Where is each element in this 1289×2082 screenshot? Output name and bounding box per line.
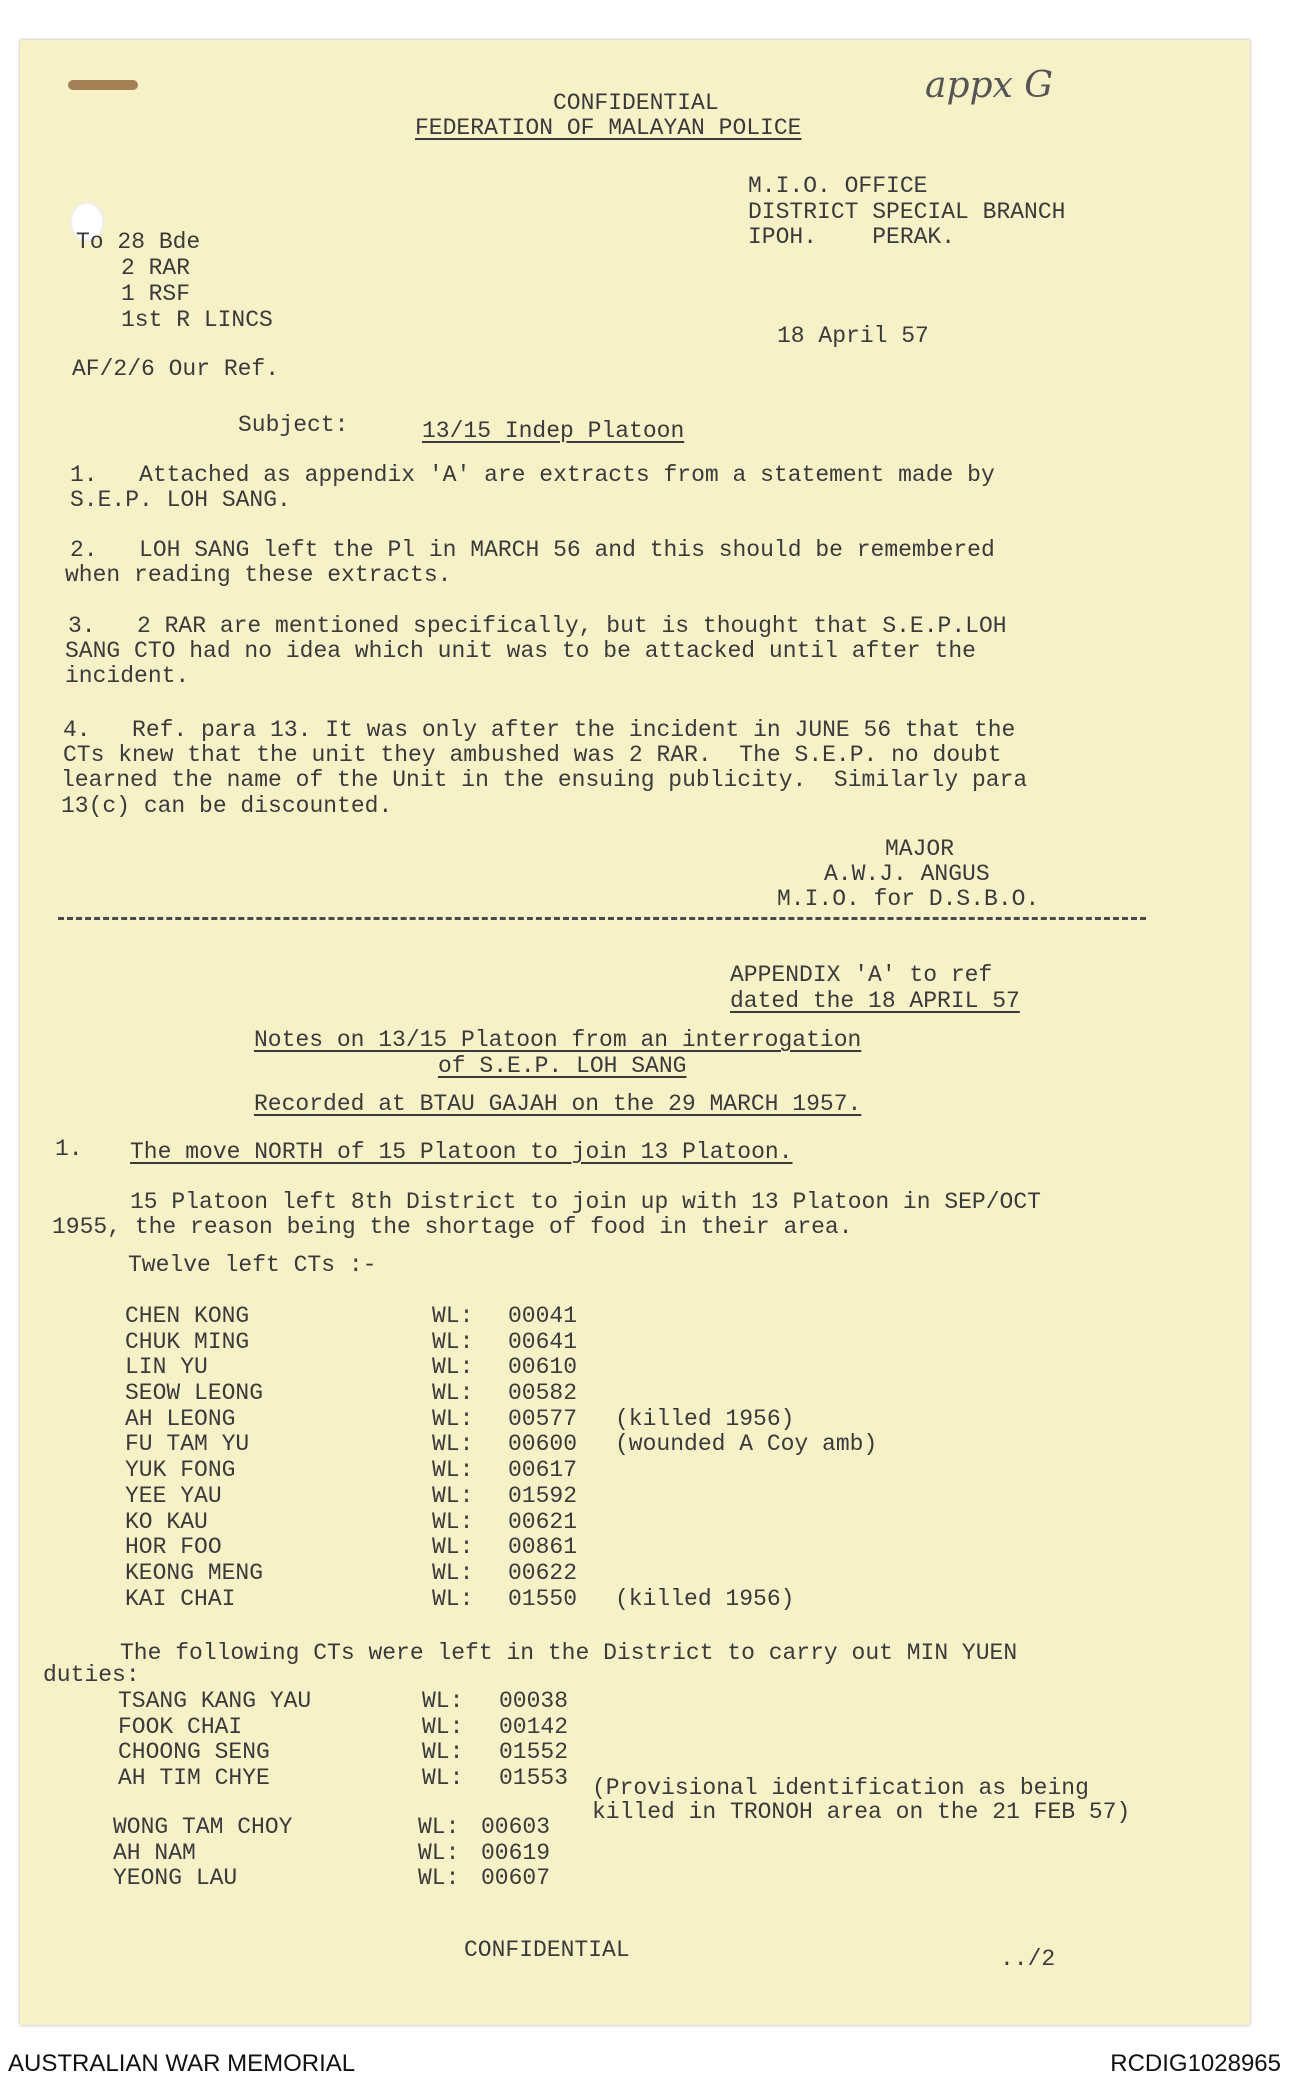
ct-wl-label: WL: <box>422 1713 464 1740</box>
ct-wl-number: 00600 <box>508 1431 578 1458</box>
ct-wl-number: 00142 <box>499 1713 569 1740</box>
paper-clip-mark <box>68 80 138 90</box>
section-divider <box>58 917 1146 920</box>
ct-wl-number: 00621 <box>508 1508 578 1535</box>
para-2-line-2: when reading these extracts. <box>65 562 452 588</box>
ct-wl-label: WL: <box>432 1303 474 1329</box>
list-item <box>125 1484 925 1510</box>
ct-wl-label: WL: <box>418 1839 460 1866</box>
appendix-line-1: APPENDIX 'A' to ref <box>730 962 993 988</box>
sender-line-2: DISTRICT SPECIAL BRANCH <box>748 199 1066 225</box>
ct-wl-number: 00610 <box>508 1354 578 1381</box>
appendix-title-line-2: of S.E.P. LOH SANG <box>438 1053 687 1079</box>
list-item <box>125 1330 925 1356</box>
para-3-line-1: 3. 2 RAR are mentioned specifically, but is thought that S.E.P.LOH <box>68 613 1007 639</box>
ct-name: YUK FONG <box>125 1457 236 1484</box>
ct-wl-label: WL: <box>432 1405 474 1432</box>
ct-wl-number: 00619 <box>481 1839 551 1866</box>
list-item <box>125 1587 925 1613</box>
para-4-line-4: 13(c) can be discounted. <box>61 793 393 819</box>
appendix-title-line-1: Notes on 13/15 Platoon from an interrogation <box>254 1027 862 1053</box>
classification-top: CONFIDENTIAL <box>553 90 719 116</box>
subject-text: 13/15 Indep Platoon <box>422 418 685 444</box>
list-item <box>118 1689 918 1715</box>
ct-name: AH TIM CHYE <box>118 1765 270 1792</box>
list-item <box>118 1740 918 1766</box>
footer-record-id: RCDIG1028965 <box>1110 2050 1281 2077</box>
ct-wl-label: WL: <box>432 1328 474 1355</box>
ct-wl-number: 00038 <box>499 1688 569 1714</box>
recipient-line-4: 1st R LINCS <box>121 307 273 333</box>
sender-line-1: M.I.O. OFFICE <box>748 173 928 199</box>
ct-name: LIN YU <box>125 1354 208 1381</box>
para-2-line-1: 2. LOH SANG left the Pl in MARCH 56 and this should be remembered <box>70 537 995 563</box>
list-item <box>125 1535 925 1561</box>
ct-name: YEONG LAU <box>113 1865 238 1892</box>
ct-wl-label: WL: <box>432 1354 474 1381</box>
ct-wl-label: WL: <box>432 1559 474 1586</box>
ct-name: CHOONG SENG <box>118 1739 270 1766</box>
signature-title: M.I.O. for D.S.B.O. <box>777 886 1040 912</box>
ct-wl-number: 01552 <box>499 1739 569 1766</box>
sender-line-3: IPOH. PERAK. <box>748 224 956 250</box>
ct-name: FU TAM YU <box>125 1431 250 1458</box>
page-continuation: ../2 <box>1000 1946 1056 1972</box>
para-3-line-2: SANG CTO had no idea which unit was to be attacked until after the <box>65 638 976 664</box>
ct-wl-label: WL: <box>432 1431 474 1458</box>
section-1-body-line-2: 1955, the reason being the shortage of food in their area. <box>52 1214 853 1240</box>
ct-name: AH LEONG <box>125 1405 236 1432</box>
ct-wl-label: WL: <box>422 1765 464 1792</box>
para-4-line-3: learned the name of the Unit in the ensuing publicity. Similarly para <box>61 767 1028 793</box>
ct-wl-number: 00041 <box>508 1303 578 1329</box>
section-1-body-line-1: 15 Platoon left 8th District to join up with 13 Platoon in SEP/OCT <box>130 1189 1041 1215</box>
ct-wl-label: WL: <box>432 1457 474 1484</box>
ct-wl-label: WL: <box>422 1739 464 1766</box>
ct-wl-label: WL: <box>432 1482 474 1509</box>
list-item <box>113 1815 813 1841</box>
ct-wl-number: 00582 <box>508 1380 578 1407</box>
ct-wl-label: WL: <box>432 1534 474 1561</box>
ct-name: KEONG MENG <box>125 1559 264 1586</box>
para-3-line-3: incident. <box>65 663 190 689</box>
list-item <box>125 1458 925 1484</box>
para-4-line-1: 4. Ref. para 13. It was only after the incident in JUNE 56 that the <box>63 717 1016 743</box>
ct-wl-label: WL: <box>418 1814 460 1840</box>
para-1-line-1: 1. Attached as appendix 'A' are extracts from a statement made by <box>70 462 995 488</box>
ct-wl-number: 00603 <box>481 1814 551 1840</box>
ct-wl-number: 00622 <box>508 1559 578 1586</box>
ct-wl-number: 00641 <box>508 1328 578 1355</box>
ct-name: FOOK CHAI <box>118 1713 243 1740</box>
list-item <box>125 1432 925 1458</box>
list-item <box>125 1355 925 1381</box>
list-item <box>113 1866 813 1892</box>
ct-name: AH NAM <box>113 1839 196 1866</box>
ct-wl-number: 01592 <box>508 1482 578 1509</box>
footer-archive-name: AUSTRALIAN WAR MEMORIAL <box>8 2050 356 2077</box>
org-title: FEDERATION OF MALAYAN POLICE <box>415 115 802 141</box>
subject-label: Subject: <box>238 412 349 438</box>
ct-name: WONG TAM CHOY <box>113 1814 293 1840</box>
para-4-line-2: CTs knew that the unit they ambushed was 2 RAR. The S.E.P. no doubt <box>63 742 1002 768</box>
ct-wl-label: WL: <box>418 1865 460 1892</box>
list-item <box>125 1510 925 1536</box>
ct-wl-label: WL: <box>432 1508 474 1535</box>
ct-wl-label: WL: <box>422 1688 464 1714</box>
other-cts-list <box>113 1815 813 1892</box>
handwritten-note: appx G <box>925 65 1054 106</box>
appendix-line-2: dated the 18 APRIL 57 <box>730 988 1020 1014</box>
twelve-left-label: Twelve left CTs :- <box>128 1252 377 1278</box>
ct-wl-number: 00861 <box>508 1534 578 1561</box>
list-item <box>113 1841 813 1867</box>
provisional-line-1: (Provisional identification as being <box>592 1775 1089 1801</box>
ct-name: CHUK MING <box>125 1328 250 1355</box>
list-item <box>125 1304 925 1330</box>
ct-name: KO KAU <box>125 1508 208 1535</box>
ct-name: TSANG KANG YAU <box>118 1688 312 1714</box>
signature-rank: MAJOR <box>885 836 955 862</box>
ct-note: (killed 1956) <box>615 1585 795 1612</box>
list-item <box>125 1561 925 1587</box>
ct-wl-number: 00617 <box>508 1457 578 1484</box>
ct-name: HOR FOO <box>125 1534 222 1561</box>
para-1-line-2: S.E.P. LOH SANG. <box>70 487 291 513</box>
ct-note: (killed 1956) <box>615 1405 795 1432</box>
following-line-1: The following CTs were left in the District to carry out MIN YUEN <box>120 1640 1018 1666</box>
ct-name: SEOW LEONG <box>125 1380 264 1407</box>
ct-name: KAI CHAI <box>125 1585 236 1612</box>
ct-wl-number: 01550 <box>508 1585 578 1612</box>
ct-wl-label: WL: <box>432 1380 474 1407</box>
recipient-line-2: 2 RAR <box>121 255 191 281</box>
recipient-line-1: To 28 Bde <box>76 229 201 255</box>
list-item <box>118 1715 918 1741</box>
left-cts-list <box>125 1304 925 1612</box>
ct-wl-number: 00607 <box>481 1865 551 1892</box>
our-reference: AF/2/6 Our Ref. <box>72 356 280 382</box>
list-item <box>125 1381 925 1407</box>
ct-name: YEE YAU <box>125 1482 222 1509</box>
list-item <box>125 1407 925 1433</box>
following-line-2: duties: <box>43 1662 140 1688</box>
section-1-number: 1. <box>55 1136 83 1162</box>
ct-wl-number: 01553 <box>499 1765 569 1792</box>
classification-bottom: CONFIDENTIAL <box>464 1937 630 1963</box>
ct-note: (wounded A Coy amb) <box>615 1431 878 1458</box>
recipient-line-3: 1 RSF <box>121 281 191 307</box>
signature-name: A.W.J. ANGUS <box>824 861 990 887</box>
ct-wl-label: WL: <box>432 1585 474 1612</box>
ct-wl-number: 00577 <box>508 1405 578 1432</box>
provisional-line-2: killed in TRONOH area on the 21 FEB 57) <box>592 1799 1131 1825</box>
ct-name: CHEN KONG <box>125 1303 250 1329</box>
letter-date: 18 April 57 <box>777 323 929 349</box>
appendix-recorded: Recorded at BTAU GAJAH on the 29 MARCH 1957. <box>254 1091 862 1117</box>
section-1-heading: The move NORTH of 15 Platoon to join 13 Platoon. <box>130 1139 793 1165</box>
